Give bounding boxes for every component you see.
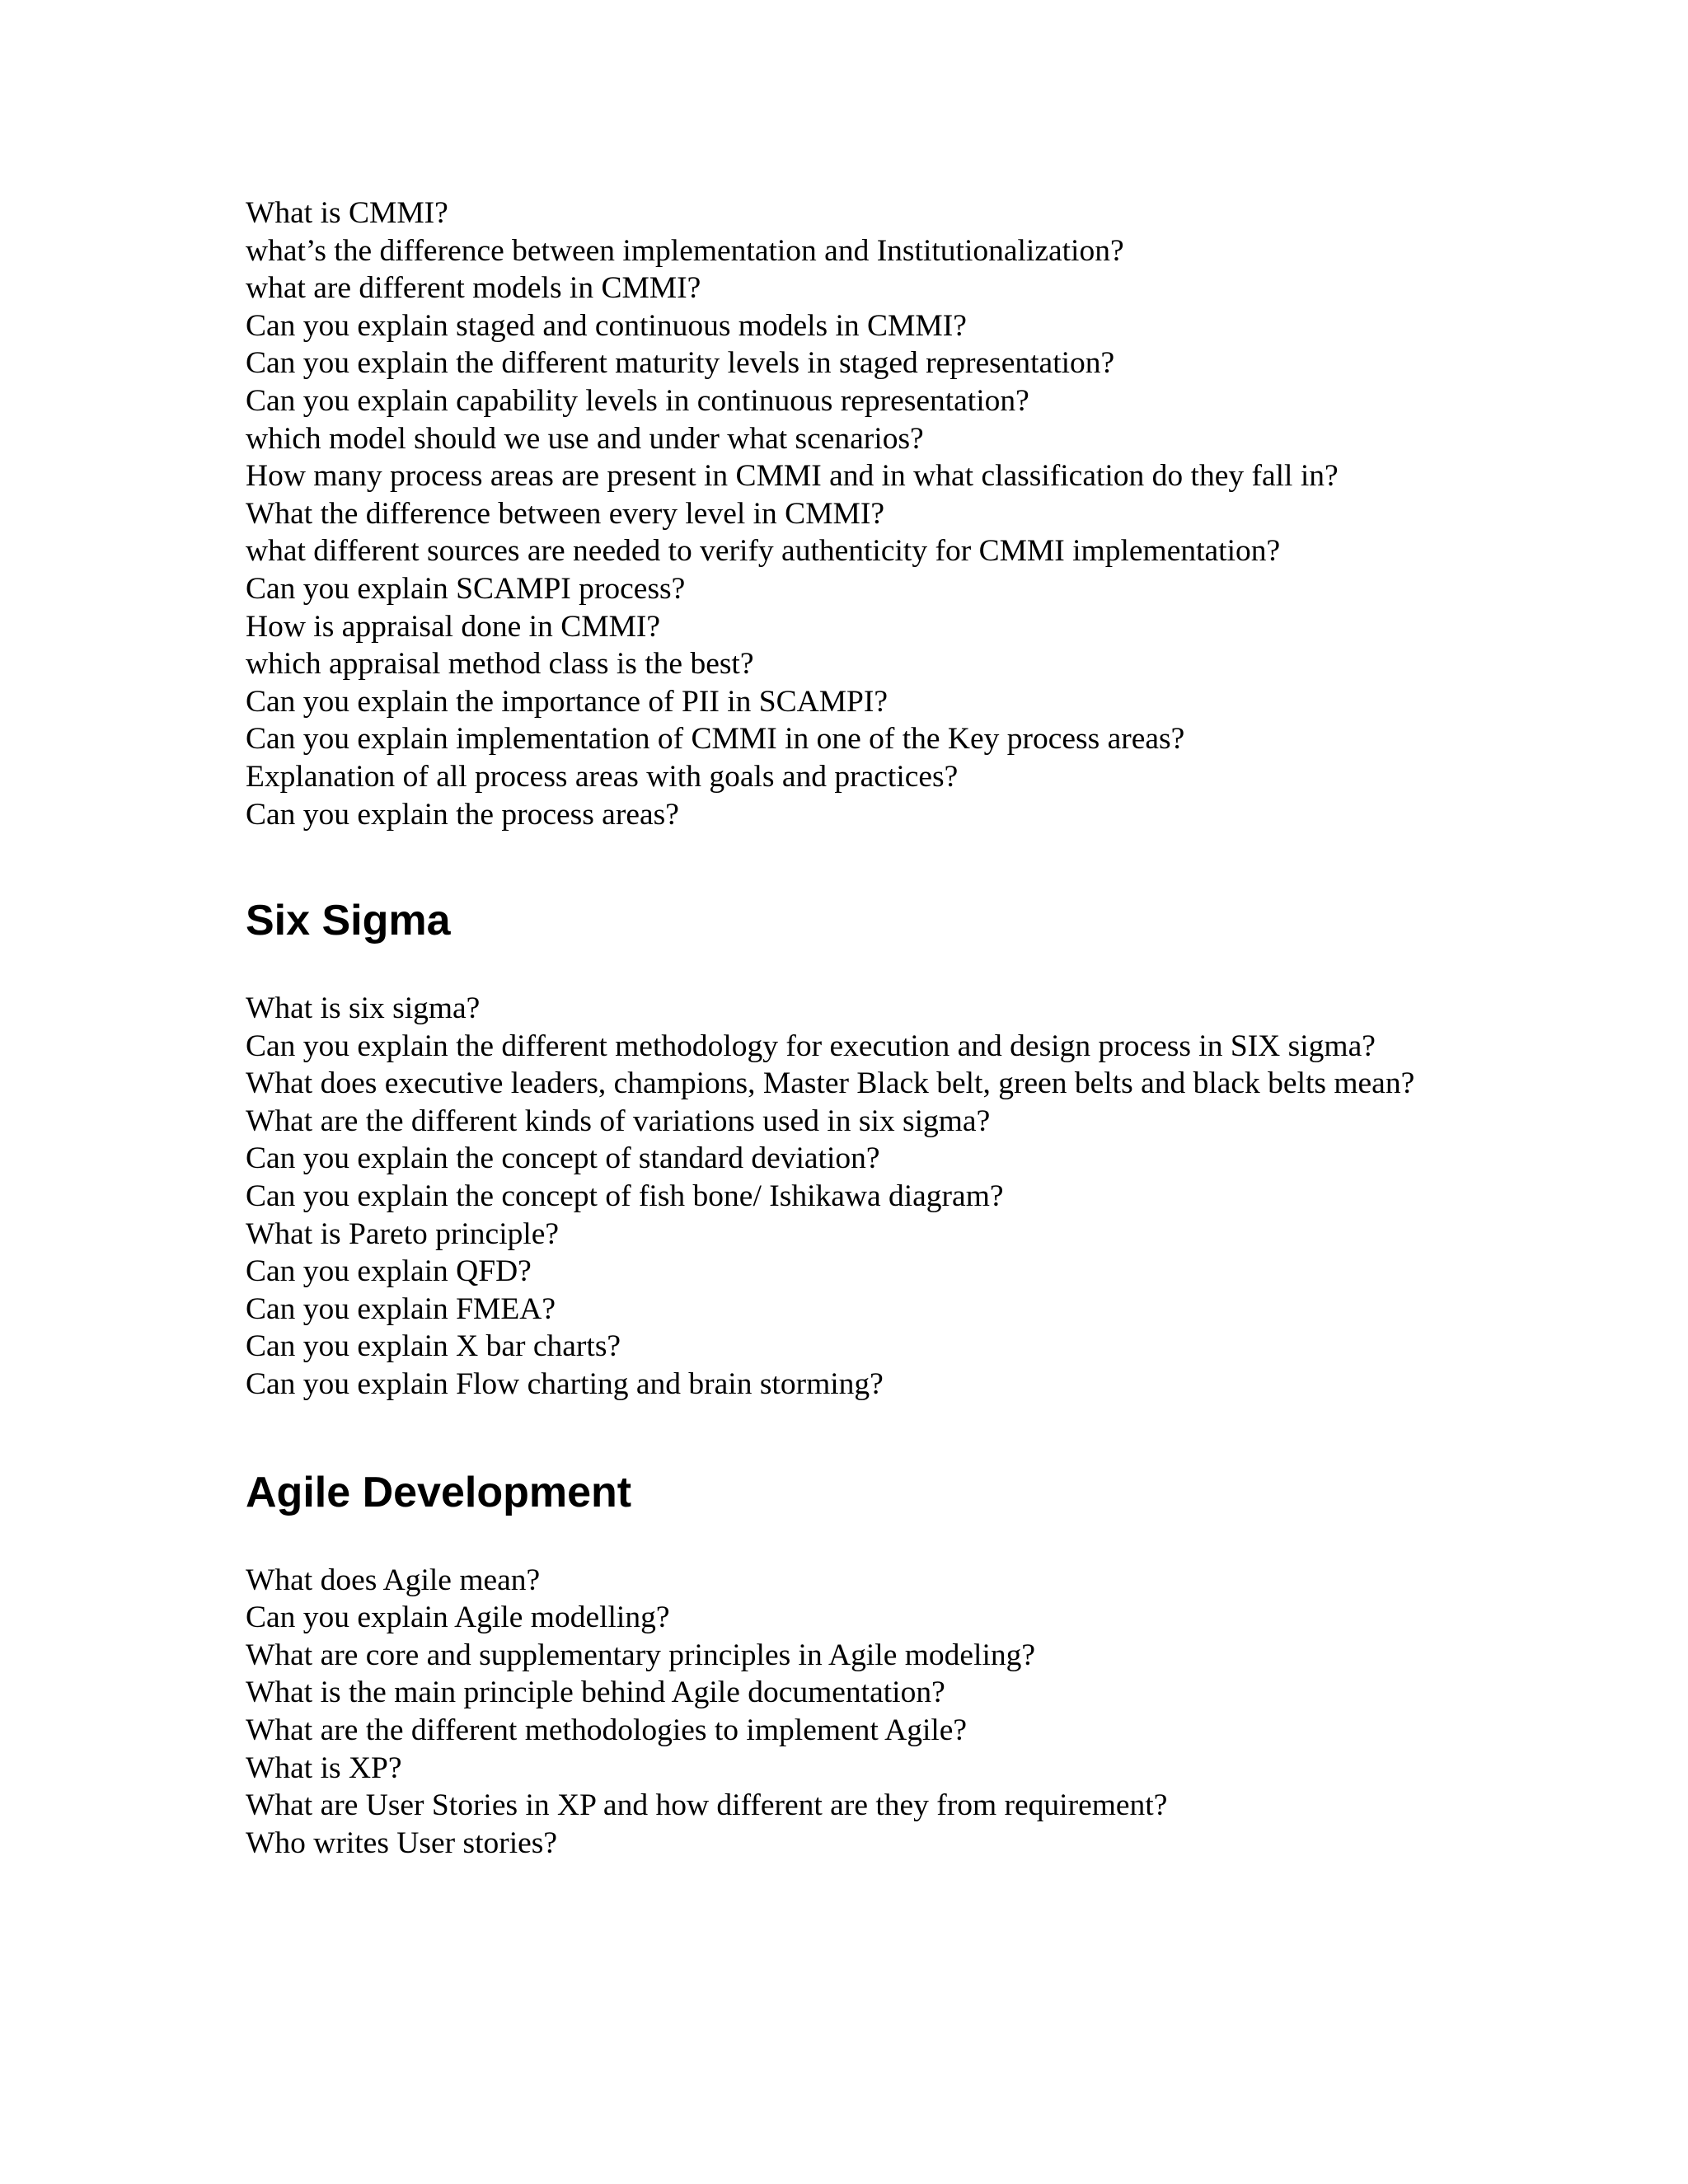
question-item: Can you explain the process areas? [246, 797, 679, 832]
question-item: Can you explain capability levels in continuous representation? [246, 383, 1029, 418]
question-item: Can you explain the importance of PII in SCAMPI? [246, 684, 889, 719]
question-item: Can you explain the concept of standard deviation? [246, 1141, 880, 1176]
question-item: What are the different kinds of variations used in six sigma? [246, 1104, 991, 1138]
question-item: Can you explain the different methodology for execution and design process in SIX sigma? [246, 1029, 1376, 1063]
question-item: How many process areas are present in CMMI and in what classification do they fall in? [246, 459, 1339, 494]
question-item: What is XP? [246, 1750, 402, 1785]
question-item: What is six sigma? [246, 991, 481, 1026]
question-item: Can you explain QFD? [246, 1254, 532, 1289]
document-content [246, 194, 1449, 1862]
question-item: what different sources are needed to verify authenticity for CMMI implementation? [246, 534, 1281, 569]
question-item: what’s the difference between implementation and Institutionalization? [246, 233, 1124, 268]
question-item: Who writes User stories? [246, 1825, 558, 1860]
question-item: What are core and supplementary principles in Agile modeling? [246, 1638, 1036, 1672]
question-item: Can you explain FMEA? [246, 1291, 556, 1326]
question-item: Can you explain SCAMPI process? [246, 571, 686, 606]
agile-question-list [246, 1562, 1449, 1863]
question-item: Can you explain Flow charting and brain storming? [246, 1367, 884, 1402]
question-item: What are User Stories in XP and how different are they from requirement? [246, 1788, 1168, 1823]
question-item: What is the main principle behind Agile documentation? [246, 1675, 945, 1710]
question-item: which appraisal method class is the best? [246, 647, 754, 682]
question-item: Can you explain the different maturity levels in staged representation? [246, 346, 1115, 381]
question-item: What does executive leaders, champions, Master Black belt, green belts and black belts mean? [246, 1066, 1415, 1101]
question-item: what are different models in CMMI? [246, 271, 701, 306]
question-item: which model should we use and under what scenarios? [246, 421, 924, 456]
question-item: Can you explain staged and continuous models in CMMI? [246, 308, 967, 343]
question-item: Can you explain the concept of fish bone/ Ishikawa diagram? [246, 1179, 1004, 1214]
question-item: Can you explain X bar charts? [246, 1329, 621, 1364]
question-item: Explanation of all process areas with goals and practices? [246, 759, 959, 794]
question-item: What the difference between every level in CMMI? [246, 496, 885, 531]
section-heading-agile: Agile Development [246, 1468, 632, 1516]
question-item: Can you explain Agile modelling? [246, 1601, 670, 1635]
six-sigma-question-list [246, 990, 1449, 1404]
question-item: What is Pareto principle? [246, 1216, 560, 1251]
question-item: Can you explain implementation of CMMI in one of the Key process areas? [246, 722, 1185, 757]
question-item: What is CMMI? [246, 196, 448, 230]
section-heading-six-sigma: Six Sigma [246, 897, 451, 945]
cmmi-question-list [246, 194, 1449, 833]
question-item: How is appraisal done in CMMI? [246, 609, 661, 644]
question-item: What are the different methodologies to implement Agile? [246, 1713, 968, 1747]
question-item: What does Agile mean? [246, 1563, 541, 1597]
